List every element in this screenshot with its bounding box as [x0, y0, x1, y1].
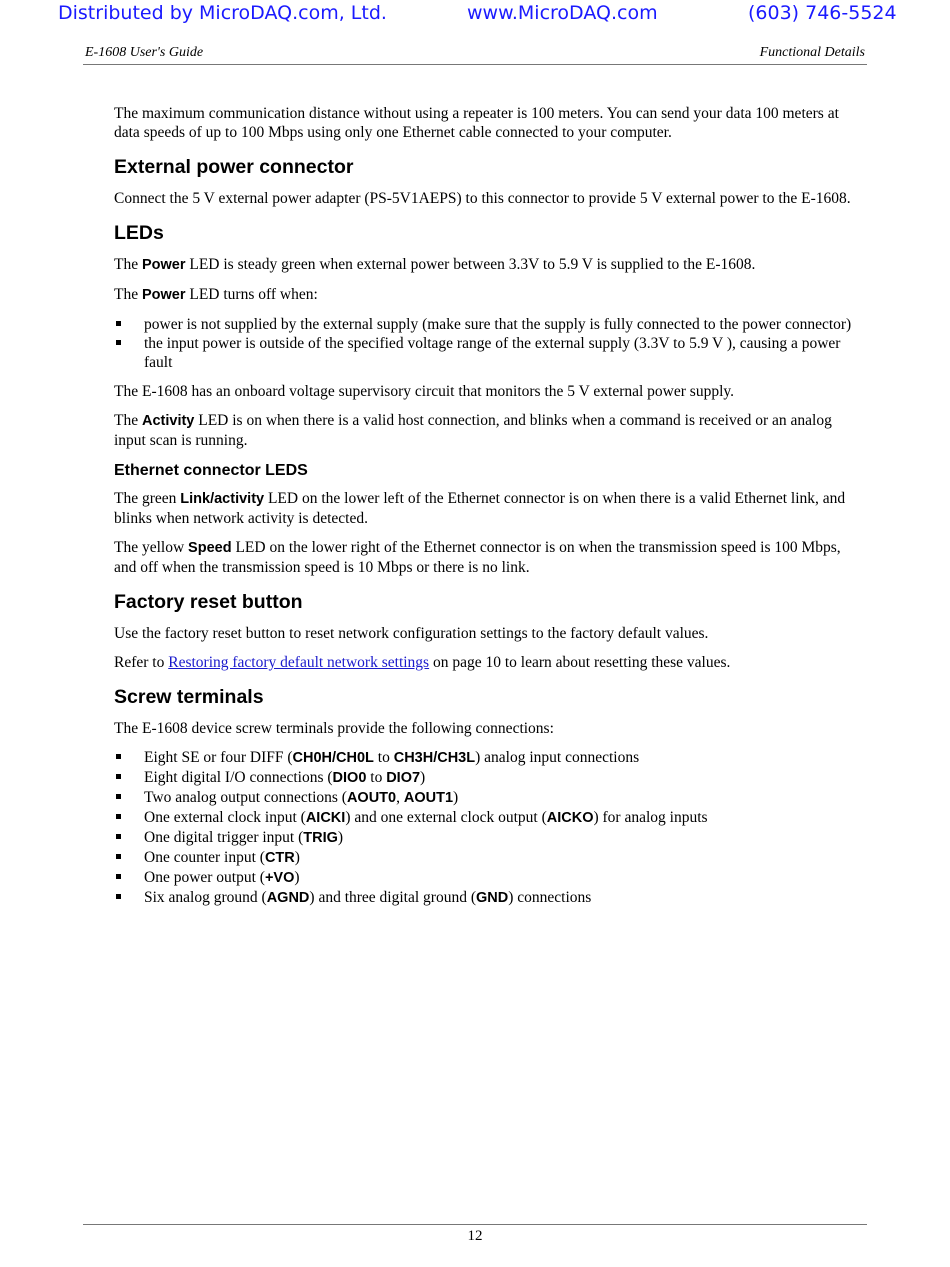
footer-rule	[83, 1224, 867, 1225]
speed-label: Speed	[188, 540, 232, 556]
restoring-defaults-link[interactable]: Restoring factory default network settings	[168, 654, 430, 671]
heading-external-power: External power connector	[114, 156, 354, 178]
distributor-url[interactable]: www.MicroDAQ.com	[467, 2, 658, 24]
heading-leds: LEDs	[114, 222, 164, 244]
page-content	[114, 104, 859, 918]
intro-paragraph: The maximum communication distance without using a repeater is 100 meters. You can send your data 100 meters at data speeds of up to 100 Mbps using only one Ethernet cable connected to your computer.	[114, 105, 839, 141]
header-section-title: Functional Details	[759, 45, 865, 60]
distributor-name: Distributed by MicroDAQ.com, Ltd.	[58, 2, 387, 24]
factory-reset-reference: Refer to Restoring factory default network settings on page 10 to learn about resetting these values.	[114, 654, 731, 671]
list-item: One digital trigger input (TRIG)	[114, 828, 859, 848]
running-header	[83, 45, 867, 65]
list-item: One power output (+VO)	[114, 868, 859, 888]
heading-ethernet-leds: Ethernet connector LEDS	[114, 462, 308, 479]
supervisory-paragraph: The E-1608 has an onboard voltage supervisory circuit that monitors the 5 V external power supply.	[114, 383, 734, 400]
heading-screw-terminals: Screw terminals	[114, 686, 264, 708]
link-led-paragraph: The green Link/activity LED on the lower left of the Ethernet connector is on when there is a valid Ethernet link, and blinks when network activity is detected.	[114, 490, 846, 527]
list-item: One external clock input (AICKI) and one external clock output (AICKO) for analog inputs	[114, 808, 859, 828]
screw-terminals-intro: The E-1608 device screw terminals provide the following connections:	[114, 720, 554, 737]
activity-led-paragraph: The Activity LED is on when there is a valid host connection, and blinks when a command is received or an analog input scan is running.	[114, 412, 832, 449]
list-item: Six analog ground (AGND) and three digital ground (GND) connections	[114, 888, 859, 908]
activity-label: Activity	[141, 413, 195, 429]
factory-reset-paragraph: Use the factory reset button to reset network configuration settings to the factory default values.	[114, 625, 709, 642]
power-label: Power	[141, 257, 186, 273]
power-off-list	[114, 315, 859, 372]
list-item: Eight digital I/O connections (DIO0 to DIO7)	[114, 768, 859, 788]
list-item: the input power is outside of the specified voltage range of the external supply (3.3V to 5.9 V ), causing a power fault	[114, 334, 859, 372]
distributor-banner	[0, 2, 950, 28]
power-label: Power	[141, 287, 186, 303]
header-document-title: E-1608 User's Guide	[85, 45, 204, 60]
speed-led-paragraph: The yellow Speed LED on the lower right of the Ethernet connector is on when the transmission speed is 100 Mbps, and off when the transmission speed is 10 Mbps or there is no link.	[114, 539, 841, 576]
list-item: power is not supplied by the external supply (make sure that the supply is fully connected to the power connector)	[114, 315, 859, 334]
list-item: One counter input (CTR)	[114, 848, 859, 868]
distributor-phone: (603) 746-5524	[748, 2, 897, 24]
external-power-paragraph: Connect the 5 V external power adapter (PS-5V1AEPS) to this connector to provide 5 V external power to the E-1608.	[114, 190, 851, 207]
screw-terminal-list	[114, 748, 859, 908]
power-led-off-paragraph: The Power LED turns off when:	[114, 286, 318, 303]
power-led-paragraph: The Power LED is steady green when external power between 3.3V to 5.9 V is supplied to the E-1608.	[114, 256, 756, 273]
list-item: Eight SE or four DIFF (CH0H/CH0L to CH3H/CH3L) analog input connections	[114, 748, 859, 768]
heading-factory-reset: Factory reset button	[114, 591, 303, 613]
link-activity-label: Link/activity	[180, 491, 265, 507]
list-item: Two analog output connections (AOUT0, AOUT1)	[114, 788, 859, 808]
page-number: 12	[467, 1228, 483, 1244]
